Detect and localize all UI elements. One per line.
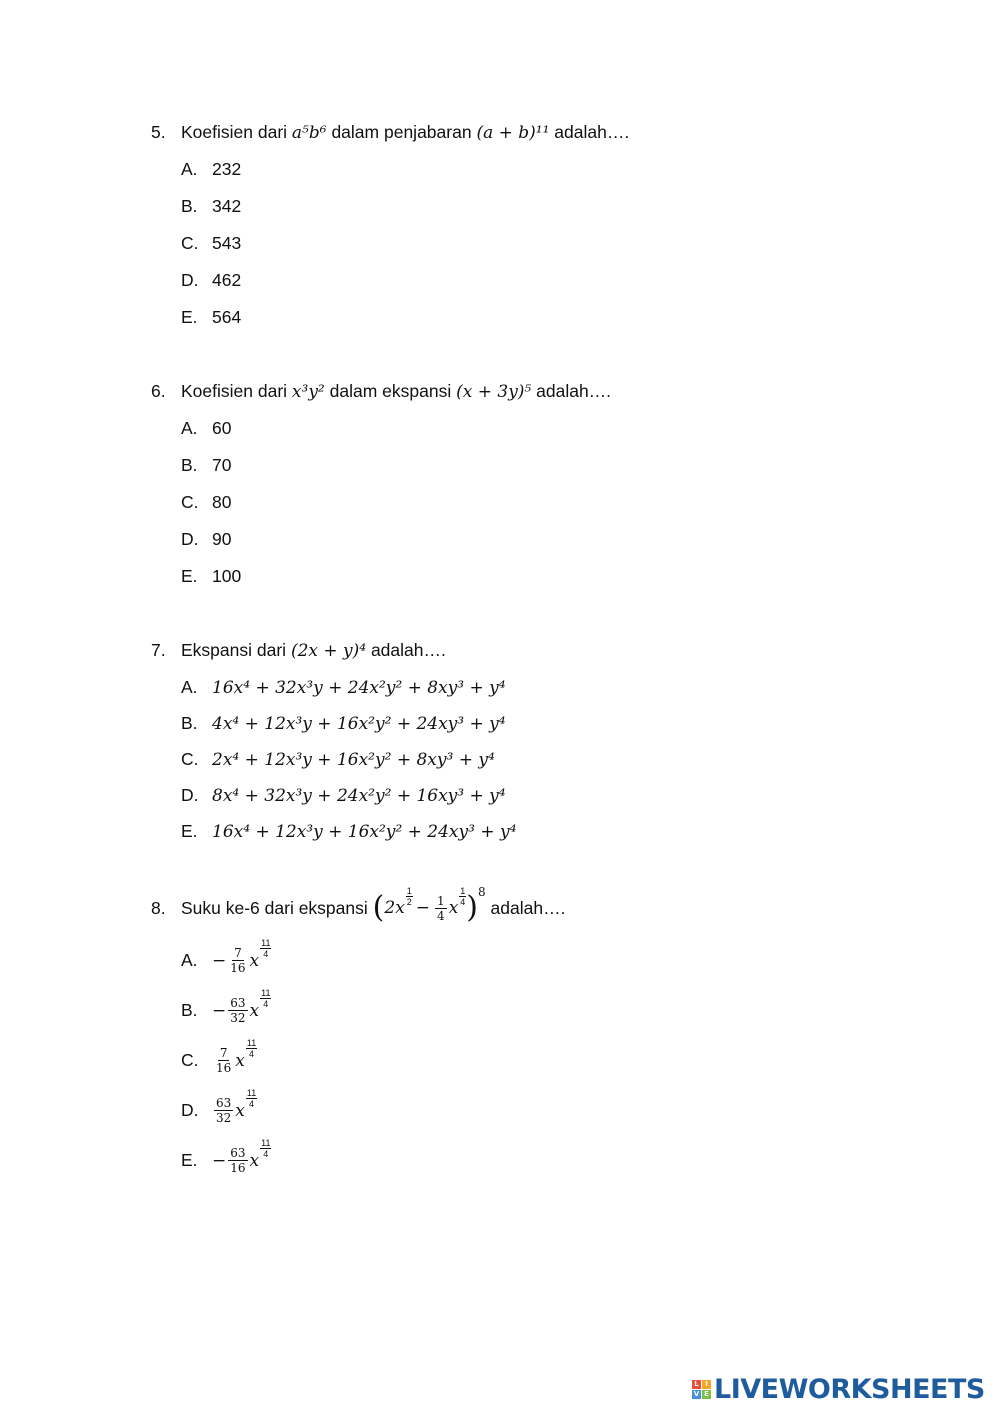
question-text: Ekspansi dari [181, 640, 287, 660]
option-label: E. [181, 821, 198, 841]
option-label: E. [181, 307, 198, 327]
option-value: 564 [212, 307, 242, 327]
minus-sign: − [415, 898, 431, 918]
option-c[interactable] [181, 492, 231, 513]
exponent-fraction: $\frac{11}{4}$ [261, 1138, 271, 1159]
question-text: Suku ke-6 dari ekspansi [181, 897, 368, 918]
option-label: D. [181, 785, 199, 805]
math-term: 2x [384, 898, 405, 918]
option-b[interactable] [181, 988, 271, 1025]
math-expression: (a + b)¹¹ [476, 123, 550, 143]
math-term: x³y² [291, 382, 325, 402]
exponent-fraction: $\frac{1}{4}$ [460, 885, 466, 907]
option-d[interactable] [181, 270, 241, 291]
open-paren: ( [372, 890, 385, 925]
option-a[interactable] [181, 159, 241, 180]
exponent-fraction: $\frac{11}{4}$ [261, 938, 271, 959]
option-label: B. [181, 455, 198, 475]
option-fraction: $\frac{63}{16}$ [230, 1146, 246, 1175]
option-sign: − [212, 1000, 227, 1021]
option-label: A. [181, 159, 198, 179]
exponent-fraction: $\frac{11}{4}$ [246, 1038, 257, 1059]
option-value: 462 [212, 270, 242, 290]
question-number: 8. [151, 897, 166, 918]
option-e[interactable] [181, 821, 516, 842]
question-5 [151, 122, 629, 143]
logo-letter: E [702, 1390, 711, 1399]
math-variable: x [448, 898, 459, 918]
math-expression: (x + 3y)⁵ [456, 382, 532, 402]
option-label: A. [181, 418, 198, 438]
logo-letter: I [702, 1380, 711, 1389]
outer-exponent: 8 [478, 885, 486, 899]
option-c[interactable] [181, 1038, 257, 1075]
coefficient-fraction: $\frac{1}{4}$ [437, 893, 445, 923]
question-6 [151, 381, 611, 402]
logo-text: LIVEWORKSHEETS [714, 1374, 985, 1405]
option-label: C. [181, 492, 199, 512]
option-label: C. [181, 233, 199, 253]
question-8 [151, 885, 566, 925]
option-fraction: $\frac{63}{32}$ [230, 996, 246, 1025]
option-value: 543 [212, 233, 242, 253]
option-a[interactable] [181, 938, 271, 975]
option-fraction: $\frac{63}{32}$ [216, 1096, 232, 1125]
option-fraction: $\frac{7}{16}$ [230, 946, 246, 975]
logo-letter: V [693, 1390, 700, 1398]
question-text: adalah…. [536, 381, 612, 401]
option-label: A. [181, 677, 198, 697]
option-d[interactable] [181, 785, 506, 806]
question-text: adalah…. [370, 640, 446, 660]
option-a[interactable] [181, 418, 231, 439]
exponent-fraction: $\frac{1}{2}$ [406, 885, 412, 907]
option-e[interactable] [181, 1138, 271, 1175]
option-a[interactable] [181, 677, 506, 698]
question-text: adalah…. [554, 122, 630, 142]
question-7 [151, 640, 446, 661]
option-value: 100 [212, 566, 242, 586]
question-number: 5. [151, 122, 166, 142]
option-variable: x [235, 1100, 245, 1121]
option-label: C. [181, 749, 199, 769]
option-label: B. [181, 1000, 198, 1020]
option-b[interactable] [181, 713, 506, 734]
option-e[interactable] [181, 307, 241, 328]
option-value: 4x⁴ + 12x³y + 16x²y² + 24xy³ + y⁴ [212, 714, 506, 734]
option-label: A. [181, 950, 198, 970]
option-label: D. [181, 529, 199, 549]
question-text: Koefisien dari [181, 122, 288, 142]
exponent-fraction: $\frac{11}{4}$ [261, 988, 271, 1009]
option-e[interactable] [181, 566, 241, 587]
option-value: 342 [212, 196, 242, 216]
question-text: Koefisien dari [181, 381, 288, 401]
option-variable: x [249, 950, 260, 971]
option-value: 8x⁴ + 32x³y + 24x²y² + 16xy³ + y⁴ [212, 786, 506, 806]
logo-letter: L [692, 1380, 701, 1389]
option-c[interactable] [181, 749, 495, 770]
option-d[interactable] [181, 529, 231, 550]
option-label: C. [181, 1050, 199, 1070]
question-text: dalam ekspansi [329, 381, 452, 401]
option-fraction: $\frac{7}{16}$ [216, 1046, 232, 1075]
option-variable: x [249, 1000, 260, 1021]
liveworksheets-logo [692, 1374, 985, 1405]
option-c[interactable] [181, 233, 241, 254]
option-label: B. [181, 196, 198, 216]
option-variable: x [235, 1050, 245, 1071]
math-expression: (2x + y)⁴ [290, 641, 367, 661]
option-label: D. [181, 270, 199, 290]
option-sign: − [212, 1150, 227, 1171]
option-label: D. [181, 1100, 199, 1120]
option-label: E. [181, 566, 198, 586]
question-number: 6. [151, 381, 166, 401]
option-value: 60 [212, 418, 232, 438]
option-value: 232 [212, 159, 242, 179]
option-value: 2x⁴ + 12x³y + 16x²y² + 8xy³ + y⁴ [212, 750, 495, 770]
option-value: 90 [212, 529, 232, 549]
option-value: 70 [212, 455, 232, 475]
question-text: dalam penjabaran [331, 122, 472, 142]
option-b[interactable] [181, 196, 241, 217]
exponent-fraction: $\frac{11}{4}$ [246, 1088, 257, 1109]
option-value: 80 [212, 492, 232, 512]
option-value: 16x⁴ + 12x³y + 16x²y² + 24xy³ + y⁴ [212, 822, 517, 842]
option-value: 16x⁴ + 32x³y + 24x²y² + 8xy³ + y⁴ [212, 678, 506, 698]
close-paren: ) [466, 890, 479, 925]
option-variable: x [249, 1150, 260, 1171]
option-b[interactable] [181, 455, 231, 476]
logo-icon [692, 1380, 711, 1399]
math-term: a⁵b⁶ [291, 123, 327, 143]
option-d[interactable] [181, 1088, 257, 1125]
option-label: B. [181, 713, 198, 733]
option-label: E. [181, 1150, 198, 1170]
question-text: adalah…. [490, 897, 566, 918]
option-sign: − [212, 950, 227, 971]
question-number: 7. [151, 640, 166, 660]
